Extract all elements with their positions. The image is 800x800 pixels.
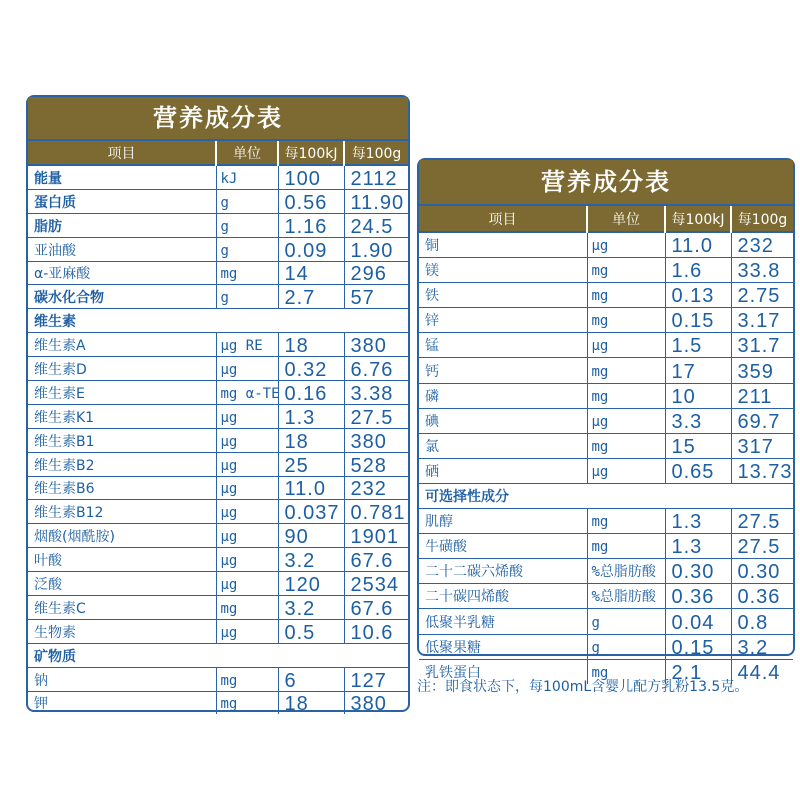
header-row <box>28 141 408 165</box>
nutrient-name: 维生素B12 <box>28 500 216 524</box>
nutrient-name: 脂肪 <box>28 213 216 237</box>
table-row <box>419 559 793 584</box>
unit-cell: mg <box>216 596 278 620</box>
per-100g-value: 11.90 <box>344 189 408 213</box>
nutrient-name: 维生素C <box>28 596 216 620</box>
unit-cell: mg <box>587 433 665 458</box>
per-100kj-value: 0.16 <box>278 381 344 405</box>
per-100g-value: 3.38 <box>344 381 408 405</box>
per-100g-value: 33.8 <box>731 258 793 283</box>
per-100kj-value: 0.09 <box>278 237 344 261</box>
unit-cell: mg <box>587 258 665 283</box>
per-100g-value: 1.90 <box>344 237 408 261</box>
per-100g-value: 10.6 <box>344 619 408 643</box>
table-row <box>419 609 793 634</box>
per-100kj-value: 18 <box>278 428 344 452</box>
table-row <box>28 357 408 381</box>
table-row <box>419 258 793 283</box>
table-row <box>419 634 793 659</box>
header-per-100kj: 每100kJ <box>278 141 344 165</box>
nutrition-table-left <box>26 95 410 716</box>
per-100kj-value: 1.3 <box>278 404 344 428</box>
per-100g-value: 3.2 <box>731 634 793 659</box>
section-label: 可选择性成分 <box>419 483 793 508</box>
unit-cell: mg <box>587 659 665 684</box>
per-100kj-value: 11.0 <box>665 232 731 258</box>
table-row <box>419 584 793 609</box>
per-100g-value: 27.5 <box>731 509 793 534</box>
per-100kj-value: 1.16 <box>278 213 344 237</box>
nutrient-name: 钠 <box>28 667 216 691</box>
table-row <box>419 358 793 383</box>
per-100g-value: 211 <box>731 383 793 408</box>
table-row <box>28 381 408 405</box>
per-100kj-value: 3.2 <box>278 548 344 572</box>
header-per-100kj: 每100kJ <box>665 206 731 232</box>
per-100kj-value: 11.0 <box>278 476 344 500</box>
nutrient-name: 维生素E <box>28 381 216 405</box>
table-row <box>28 428 408 452</box>
header-per-100g: 每100g <box>731 206 793 232</box>
per-100kj-value: 6 <box>278 667 344 691</box>
per-100g-value: 232 <box>731 232 793 258</box>
unit-cell: μg <box>216 572 278 596</box>
table-row <box>28 189 408 213</box>
nutrient-name: 亚油酸 <box>28 237 216 261</box>
footnote: 注：即食状态下，每100mL含婴儿配方乳粉13.5克。 <box>417 679 749 695</box>
nutrient-name: 维生素B6 <box>28 476 216 500</box>
unit-cell: μg RE <box>216 333 278 357</box>
per-100g-value: 67.6 <box>344 548 408 572</box>
table-row <box>28 261 408 285</box>
nutrient-name: 泛酸 <box>28 572 216 596</box>
per-100g-value: 232 <box>344 476 408 500</box>
per-100kj-value: 0.13 <box>665 283 731 308</box>
unit-cell: g <box>216 213 278 237</box>
section-row <box>28 643 408 667</box>
unit-cell: μg <box>216 500 278 524</box>
header-unit: 单位 <box>587 206 665 232</box>
table-row <box>419 534 793 559</box>
unit-cell: μg <box>216 548 278 572</box>
nutrient-name: 牛磺酸 <box>419 534 587 559</box>
nutrient-name: 低聚果糖 <box>419 634 587 659</box>
per-100g-value: 3.17 <box>731 308 793 333</box>
table-row <box>28 596 408 620</box>
table-row <box>28 237 408 261</box>
per-100kj-value: 120 <box>278 572 344 596</box>
per-100g-value: 380 <box>344 428 408 452</box>
table-row <box>28 572 408 596</box>
per-100g-value: 0.781 <box>344 500 408 524</box>
per-100kj-value: 15 <box>665 433 731 458</box>
per-100g-value: 27.5 <box>731 534 793 559</box>
nutrient-name: 钙 <box>419 358 587 383</box>
per-100g-value: 1901 <box>344 524 408 548</box>
nutrient-name: 镁 <box>419 258 587 283</box>
per-100kj-value: 0.30 <box>665 559 731 584</box>
unit-cell: %总脂肪酸 <box>587 559 665 584</box>
per-100g-value: 69.7 <box>731 408 793 433</box>
table-row <box>419 283 793 308</box>
table-row <box>28 333 408 357</box>
per-100g-value: 27.5 <box>344 404 408 428</box>
per-100g-value: 0.8 <box>731 609 793 634</box>
nutrient-name: 维生素K1 <box>28 404 216 428</box>
table-row <box>419 308 793 333</box>
nutrient-name: 碳水化合物 <box>28 285 216 309</box>
table-row <box>28 691 408 714</box>
per-100kj-value: 17 <box>665 358 731 383</box>
per-100kj-value: 2.1 <box>665 659 731 684</box>
per-100kj-value: 25 <box>278 452 344 476</box>
unit-cell: g <box>587 634 665 659</box>
per-100g-value: 2112 <box>344 165 408 189</box>
per-100kj-value: 3.2 <box>278 596 344 620</box>
nutrient-name: 蛋白质 <box>28 189 216 213</box>
nutrient-name: 叶酸 <box>28 548 216 572</box>
table-row <box>419 333 793 358</box>
nutrition-table-right <box>417 158 795 684</box>
per-100g-value: 57 <box>344 285 408 309</box>
per-100kj-value: 1.6 <box>665 258 731 283</box>
nutrient-name: 锌 <box>419 308 587 333</box>
header-item: 项目 <box>28 141 216 165</box>
nutrient-name: 二十碳四烯酸 <box>419 584 587 609</box>
table-row <box>28 619 408 643</box>
per-100kj-value: 1.5 <box>665 333 731 358</box>
unit-cell: mg <box>587 283 665 308</box>
header-row <box>419 206 793 232</box>
unit-cell: mg <box>587 308 665 333</box>
table-row <box>28 452 408 476</box>
unit-cell: g <box>587 609 665 634</box>
section-row <box>28 309 408 333</box>
per-100kj-value: 3.3 <box>665 408 731 433</box>
unit-cell: μg <box>587 408 665 433</box>
per-100g-value: 380 <box>344 333 408 357</box>
nutrient-name: 硒 <box>419 458 587 483</box>
per-100kj-value: 0.56 <box>278 189 344 213</box>
per-100kj-value: 90 <box>278 524 344 548</box>
per-100g-value: 0.36 <box>731 584 793 609</box>
per-100kj-value: 10 <box>665 383 731 408</box>
nutrient-name: α-亚麻酸 <box>28 261 216 285</box>
unit-cell: kJ <box>216 165 278 189</box>
nutrient-name: 二十二碳六烯酸 <box>419 559 587 584</box>
nutrition-table <box>419 206 793 684</box>
per-100kj-value: 0.32 <box>278 357 344 381</box>
nutrient-name: 能量 <box>28 165 216 189</box>
header-item: 项目 <box>419 206 587 232</box>
per-100g-value: 2.75 <box>731 283 793 308</box>
unit-cell: g <box>216 285 278 309</box>
nutrient-name: 维生素A <box>28 333 216 357</box>
table-title: 营养成分表 <box>28 97 408 141</box>
section-row <box>419 483 793 508</box>
table-row <box>28 548 408 572</box>
header-per-100g: 每100g <box>344 141 408 165</box>
unit-cell: μg <box>587 458 665 483</box>
per-100kj-value: 1.3 <box>665 534 731 559</box>
table-row <box>28 500 408 524</box>
table-row <box>28 667 408 691</box>
nutrient-name: 铁 <box>419 283 587 308</box>
nutrient-name: 低聚半乳糖 <box>419 609 587 634</box>
per-100g-value: 317 <box>731 433 793 458</box>
per-100kj-value: 2.7 <box>278 285 344 309</box>
per-100kj-value: 100 <box>278 165 344 189</box>
nutrient-name: 钾 <box>34 696 48 713</box>
per-100g-value: 67.6 <box>344 596 408 620</box>
per-100g-value: 31.7 <box>731 333 793 358</box>
unit-cell: μg <box>216 357 278 381</box>
per-100kj-value: 18 <box>278 691 344 714</box>
unit-cell: μg <box>216 428 278 452</box>
per-100g-value: 44.4 <box>731 659 793 684</box>
unit-cell: g <box>216 237 278 261</box>
table-row <box>28 476 408 500</box>
per-100g-value: 528 <box>344 452 408 476</box>
per-100g-value: 2534 <box>344 572 408 596</box>
per-100g-value: 380 <box>344 691 408 714</box>
unit-cell: μg <box>216 404 278 428</box>
per-100kj-value: 14 <box>278 261 344 285</box>
nutrient-name: 维生素B2 <box>28 452 216 476</box>
per-100kj-value: 1.3 <box>665 509 731 534</box>
per-100kj-value: 0.65 <box>665 458 731 483</box>
table-row <box>28 404 408 428</box>
nutrient-name: 肌醇 <box>419 509 587 534</box>
per-100g-value: 0.30 <box>731 559 793 584</box>
table-row <box>28 165 408 189</box>
unit-cell: μg <box>216 452 278 476</box>
nutrition-table <box>28 141 408 714</box>
unit-cell: %总脂肪酸 <box>587 584 665 609</box>
unit-cell: μg <box>216 524 278 548</box>
unit-cell: mg <box>587 383 665 408</box>
per-100g-value: 6.76 <box>344 357 408 381</box>
section-label: 维生素 <box>28 309 408 333</box>
nutrient-name: 铜 <box>419 232 587 258</box>
table-title: 营养成分表 <box>419 160 793 206</box>
table-row <box>419 509 793 534</box>
per-100kj-value: 0.36 <box>665 584 731 609</box>
nutrient-name: 维生素D <box>28 357 216 381</box>
per-100kj-value: 0.037 <box>278 500 344 524</box>
table-row <box>419 408 793 433</box>
table-row <box>419 458 793 483</box>
per-100kj-value: 0.04 <box>665 609 731 634</box>
table-row <box>419 383 793 408</box>
per-100g-value: 296 <box>344 261 408 285</box>
unit-cell: mg <box>587 358 665 383</box>
nutrient-name: 磷 <box>419 383 587 408</box>
header-unit: 单位 <box>216 141 278 165</box>
nutrient-name: 烟酸(烟酰胺) <box>28 524 216 548</box>
per-100kj-value: 0.5 <box>278 619 344 643</box>
nutrient-name: 维生素B1 <box>28 428 216 452</box>
unit-cell: mg <box>216 691 278 714</box>
unit-cell: mg <box>587 534 665 559</box>
per-100kj-value: 18 <box>278 333 344 357</box>
per-100g-value: 13.73 <box>731 458 793 483</box>
nutrient-name: 碘 <box>419 408 587 433</box>
nutrient-name: 氯 <box>419 433 587 458</box>
unit-cell: mg α-TE <box>216 381 278 405</box>
unit-cell: μg <box>587 333 665 358</box>
per-100g-value: 127 <box>344 667 408 691</box>
unit-cell: mg <box>216 667 278 691</box>
table-row <box>28 524 408 548</box>
per-100kj-value: 0.15 <box>665 308 731 333</box>
unit-cell: μg <box>216 476 278 500</box>
unit-cell: mg <box>587 509 665 534</box>
per-100kj-value: 0.15 <box>665 634 731 659</box>
per-100g-value: 359 <box>731 358 793 383</box>
nutrient-name: 生物素 <box>28 619 216 643</box>
section-label: 矿物质 <box>28 643 408 667</box>
table-row <box>28 285 408 309</box>
unit-cell: μg <box>216 619 278 643</box>
nutrient-name: 锰 <box>419 333 587 358</box>
unit-cell: g <box>216 189 278 213</box>
per-100g-value: 24.5 <box>344 213 408 237</box>
nutrient-name: 乳铁蛋白 <box>425 664 481 681</box>
table-row <box>419 433 793 458</box>
table-row <box>28 213 408 237</box>
table-row <box>419 232 793 258</box>
unit-cell: μg <box>587 232 665 258</box>
unit-cell: mg <box>216 261 278 285</box>
